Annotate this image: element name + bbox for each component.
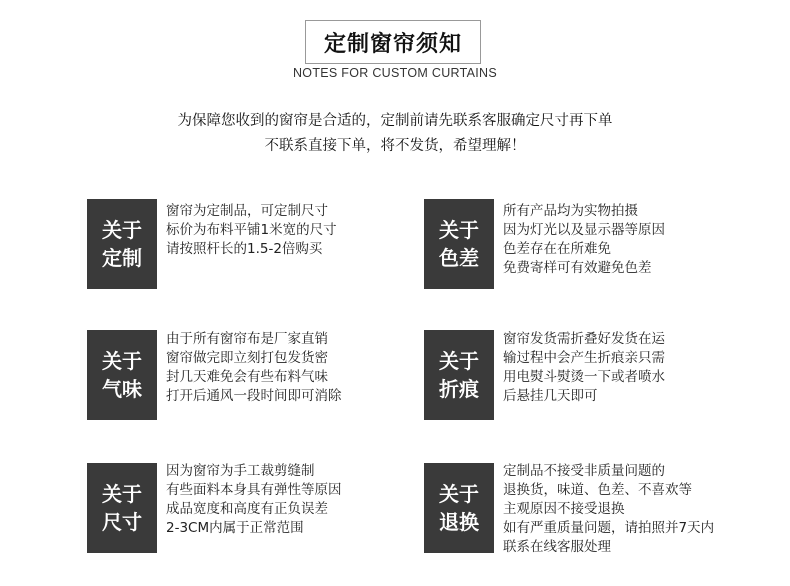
card-label-custom [87, 199, 157, 289]
desc-line: 请按照杆长的1.5-2倍购买 [166, 241, 323, 257]
desc-line: 退换货，味道、色差、不喜欢等 [503, 482, 692, 498]
card-label-creases [424, 330, 494, 420]
page-subtitle: NOTES FOR CUSTOM CURTAINS [292, 66, 498, 80]
card-desc-size [166, 462, 342, 538]
desc-line: 主观原因不接受退换 [503, 501, 625, 517]
desc-line: 窗帘做完即立刻打包发货密 [166, 350, 328, 366]
card-label-color-difference [424, 199, 494, 289]
card-desc-creases [503, 330, 665, 406]
desc-line: 成品宽度和高度有正负误差 [166, 501, 328, 517]
card-label-line2: 定制 [102, 246, 142, 270]
card-label-size [87, 463, 157, 553]
desc-line: 2-3CM内属于正常范围 [166, 520, 304, 536]
intro-line-1: 为保障您收到的窗帘是合适的，定制前请先联系客服确定尺寸再下单 [177, 113, 613, 129]
card-label-line1: 关于 [439, 349, 479, 373]
card-label-line1: 关于 [439, 482, 479, 506]
desc-line: 有些面料本身具有弹性等原因 [166, 482, 342, 498]
desc-line: 所有产品均为实物拍摄 [503, 203, 638, 219]
card-label-line2: 气味 [102, 377, 142, 401]
desc-line: 由于所有窗帘布是厂家直销 [166, 331, 328, 347]
title-box [305, 20, 481, 64]
card-desc-returns [503, 462, 714, 557]
card-desc-color-difference [503, 202, 665, 278]
card-label-line1: 关于 [439, 218, 479, 242]
card-label-line2: 折痕 [439, 377, 479, 401]
desc-line: 定制品不接受非质量问题的 [503, 463, 665, 479]
card-label-line1: 关于 [102, 482, 142, 506]
card-label-line2: 退换 [439, 510, 479, 534]
desc-line: 因为窗帘为手工裁剪缝制 [166, 463, 315, 479]
page-title: 定制窗帘须知 [323, 31, 462, 57]
desc-line: 窗帘为定制品，可定制尺寸 [166, 203, 328, 219]
desc-line: 封几天难免会有些布料气味 [166, 369, 328, 385]
card-desc-custom [166, 202, 337, 259]
desc-line: 色差存在在所难免 [503, 241, 611, 257]
desc-line: 后悬挂几天即可 [503, 388, 598, 404]
intro-line-2: 不联系直接下单，将不发货，希望理解！ [264, 138, 526, 154]
card-label-line1: 关于 [102, 218, 142, 242]
desc-line: 窗帘发货需折叠好发货在运 [503, 331, 665, 347]
card-label-line1: 关于 [102, 349, 142, 373]
desc-line: 联系在线客服处理 [503, 539, 611, 555]
card-label-line2: 色差 [439, 246, 479, 270]
desc-line: 输过程中会产生折痕亲只需 [503, 350, 665, 366]
card-label-smell [87, 330, 157, 420]
desc-line: 用电熨斗熨烫一下或者喷水 [503, 369, 665, 385]
desc-line: 标价为布料平铺1米宽的尺寸 [166, 222, 337, 238]
card-label-line2: 尺寸 [102, 510, 142, 534]
card-label-returns [424, 463, 494, 553]
desc-line: 如有严重质量问题，请拍照并7天内 [503, 520, 715, 536]
desc-line: 打开后通风一段时间即可消除 [166, 388, 342, 404]
desc-line: 免费寄样可有效避免色差 [503, 260, 652, 276]
card-desc-smell [166, 330, 342, 406]
desc-line: 因为灯光以及显示器等原因 [503, 222, 665, 238]
